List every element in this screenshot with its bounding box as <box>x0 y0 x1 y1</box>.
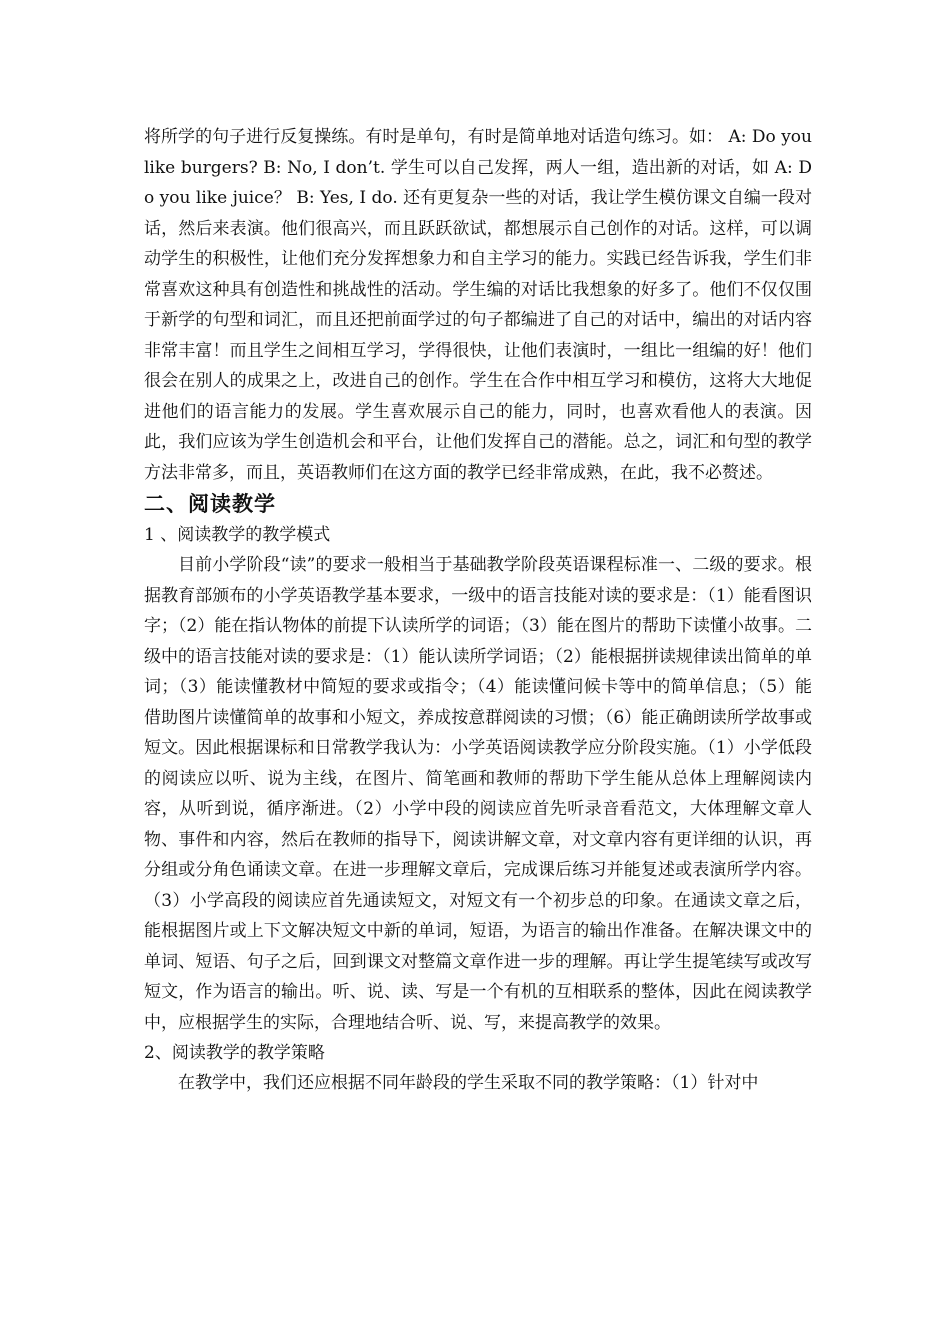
paragraph-dialogue-practice: 将所学的句子进行反复操练。有时是单句，有时是简单地对话造句练习。如： A: Do you like burgers? B: No, I don’t. 学生可以自己发挥，两人一组，造出新的对话，如 A: Do you like juice？ B: Yes, I do. 还有更复杂一些的对话，我让学生模仿课文自编一段对话，然后来表演。他们很高兴，而且跃跃欲试，都想展示自己创作的对话。这样，可以调动学生的积极性，让他们充分发挥想象力和自主学习的能力。实践已经告诉我，学生们非常喜欢这种具有创造性和挑战性的活动。学生编的对话比我想象的好多了。他们不仅仅围于新学的句型和词汇，而且还把前面学过的句子都编进了自己的对话中，编出的对话内容非常丰富！而且学生之间相互学习，学得很快，让他们表演时，一组比一组编的好！他们很会在别人的成果之上，改进自己的创作。学生在合作中相互学习和模仿，这将大大地促进他们的语言能力的发展。学生喜欢展示自己的能力，同时，也喜欢看他人的表演。因此，我们应该为学生创造机会和平台，让他们发挥自己的潜能。总之，词汇和句型的教学方法非常多，而且，英语教师们在这方面的教学已经非常成熟，在此，我不必赘述。 <box>144 127 812 483</box>
paragraph-teaching-mode: 目前小学阶段“读”的要求一般相当于基础教学阶段英语课程标准一、二级的要求。根据教育部颁布的小学英语教学基本要求，一级中的语言技能对读的要求是：（1）能看图识字；（2）能在指认物体的前提下认读所学的词语；（3）能在图片的帮助下读懂小故事。二级中的语言技能对读的要求是：（1）能认读所学词语；（2）能根据拼读规律读出简单的单词；（3）能读懂教材中简短的要求或指令；（4）能读懂问候卡等中的简单信息；（5）能借助图片读懂简单的故事和小短文，养成按意群阅读的习惯；（6）能正确朗读所学故事或短文。因此根据课标和日常教学我认为：小学英语阅读教学应分阶段实施。（1）小学低段的阅读应以听、说为主线，在图片、简笔画和教师的帮助下学生能从总体上理解阅读内容，从听到说，循序渐进。（2）小学中段的阅读应首先听录音看范文，大体理解文章人物、事件和内容，然后在教师的指导下，阅读讲解文章，对文章内容有更详细的认识，再分组或分角色诵读文章。在进一步理解文章后，完成课后练习并能复述或表演所学内容。（3）小学高段的阅读应首先通读短文，对短文有一个初步总的印象。在通读文章之后，能根据图片或上下文解决短文中新的单词，短语，为语言的输出作准备。在解决课文中的单词、短语、句子之后，回到课文对整篇文章作进一步的理解。再让学生提笔续写或改写短文，作为语言的输出。听、说、读、写是一个有机的互相联系的整体，因此在阅读教学中，应根据学生的实际，合理地结合听、说、写，来提高教学的效果。 <box>144 555 812 1033</box>
document-page <box>144 122 812 1099</box>
subheading-teaching-strategy: 2、阅读教学的教学策略 <box>144 1043 325 1063</box>
section-heading-reading-teaching: 二、阅读教学 <box>144 492 276 516</box>
paragraph-teaching-strategy: 在教学中，我们还应根据不同年龄段的学生采取不同的教学策略：（1）针对中 <box>178 1073 759 1093</box>
subheading-teaching-mode: 1 、阅读教学的教学模式 <box>144 525 331 545</box>
